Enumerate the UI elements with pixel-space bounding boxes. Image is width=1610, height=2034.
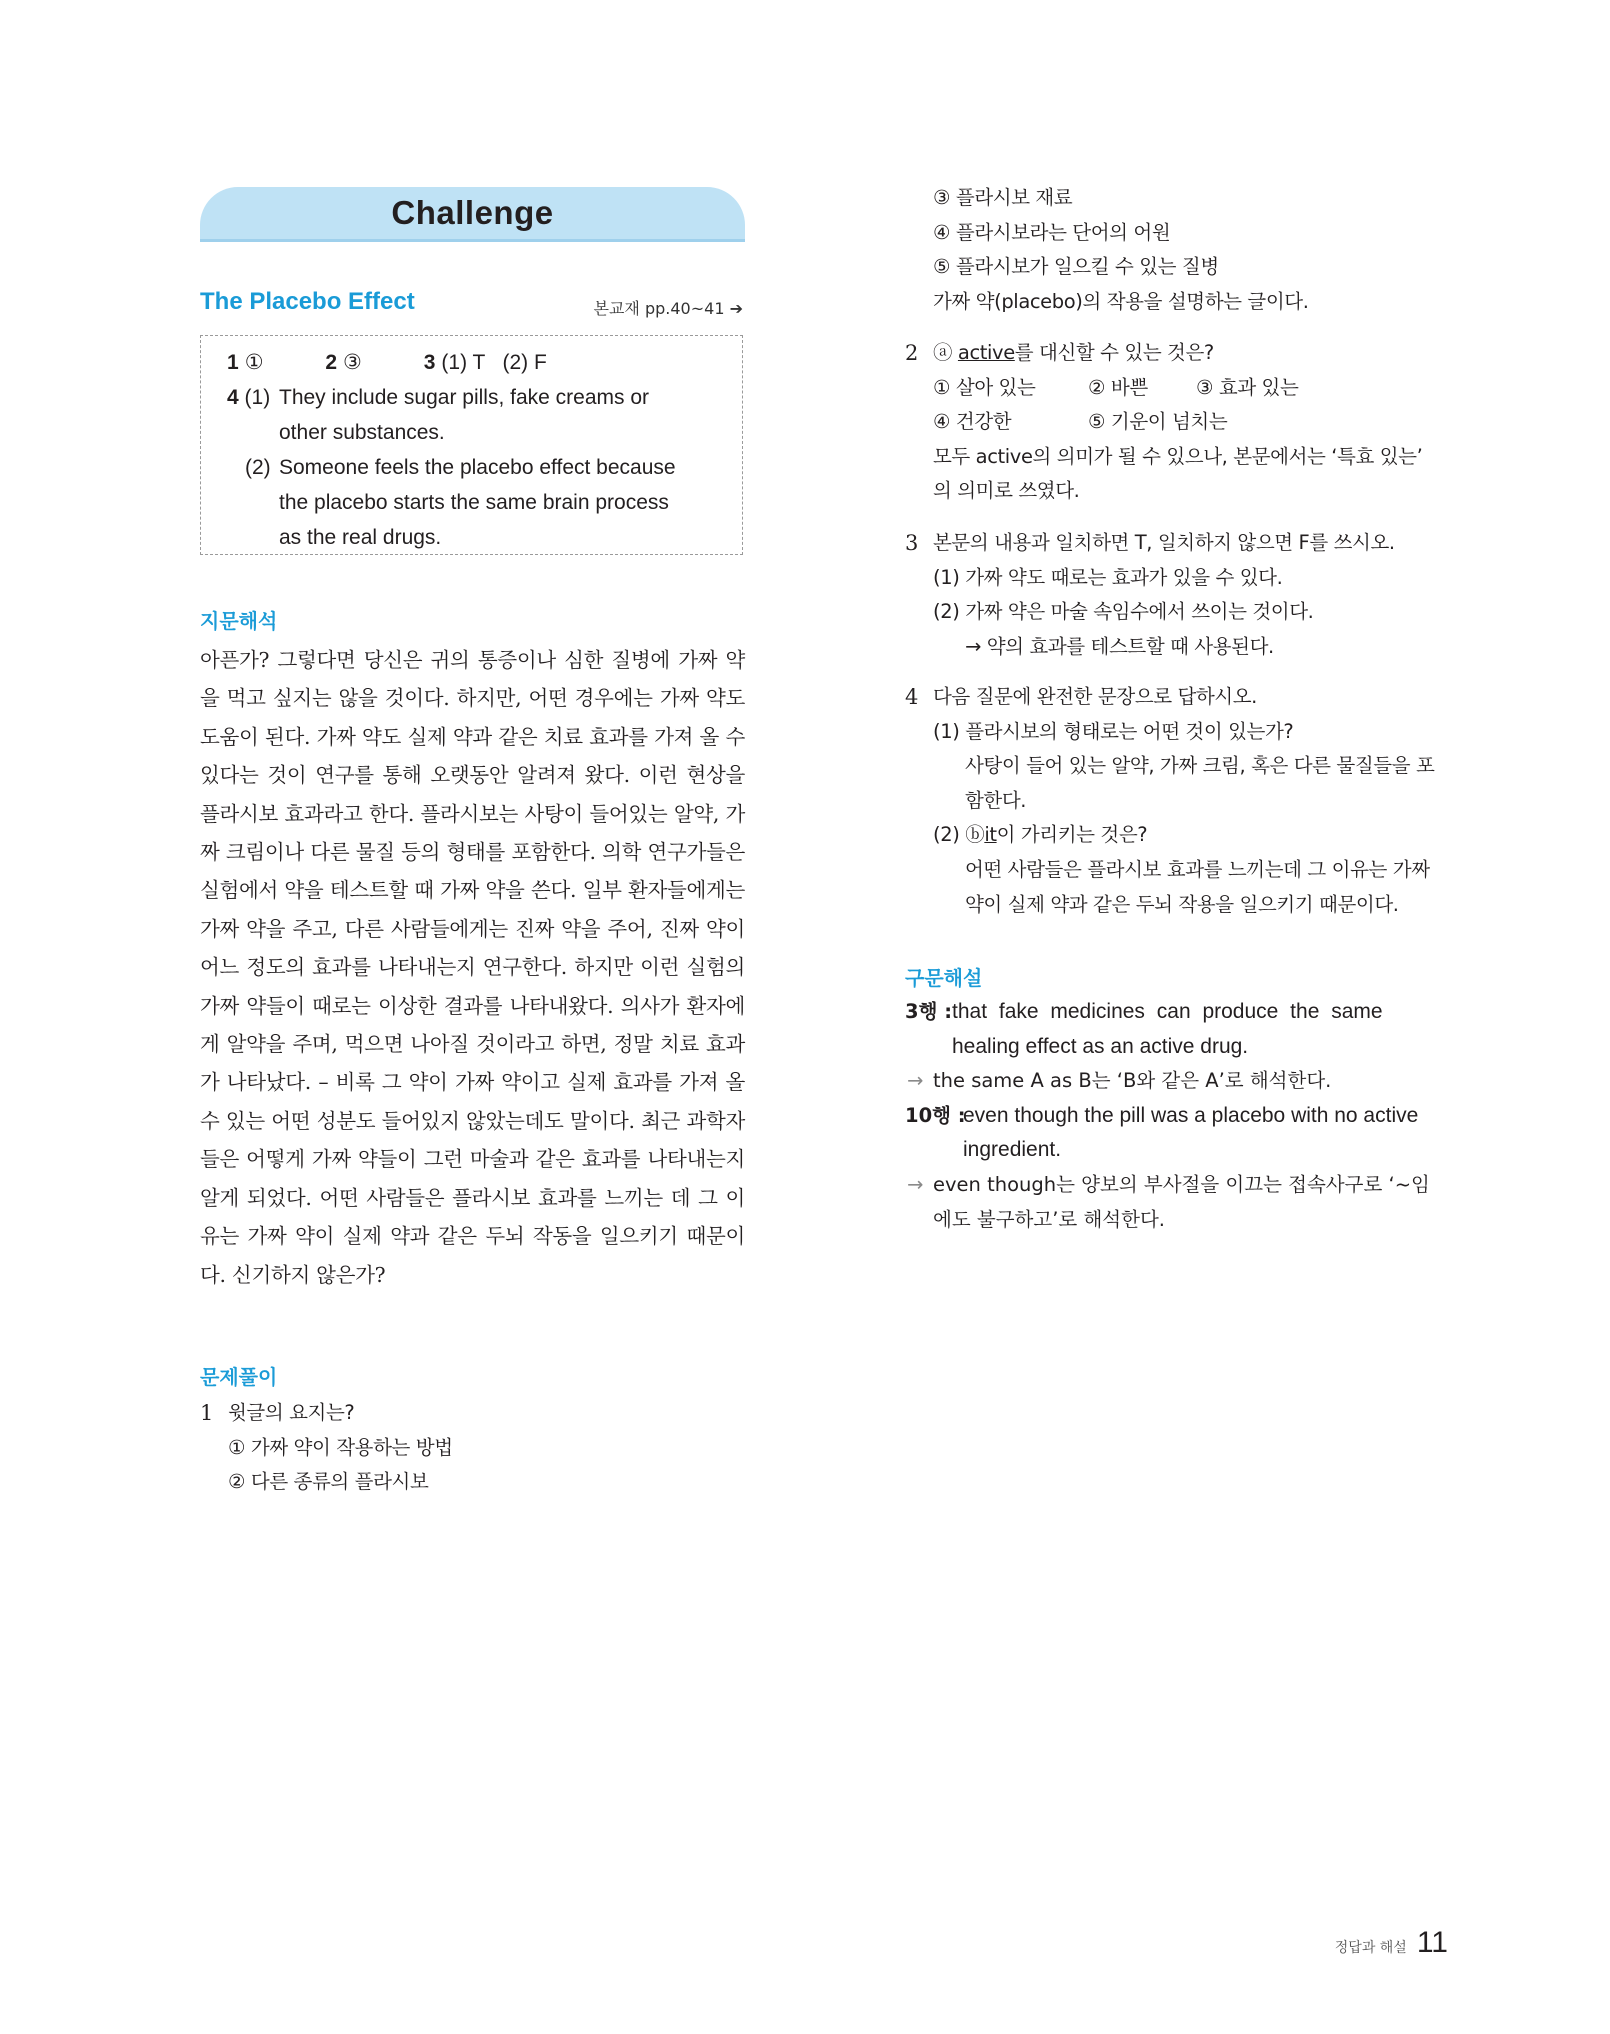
question-4-text: 다음 질문에 완전한 문장으로 답하시오. — [933, 685, 1257, 708]
banner-title: Challenge — [391, 194, 554, 231]
syntax-line-10-label: 10행 : — [905, 1103, 966, 1127]
question-2-mark: ⓐ — [933, 341, 953, 364]
question-4 — [905, 680, 1450, 922]
answer-2-value: ③ — [343, 351, 362, 374]
question-2-explanation-line-1: 모두 active의 의미가 될 수 있으나, 본문에서는 ‘특효 있는’ — [933, 444, 1423, 468]
page-number: 11 — [1416, 1926, 1448, 1959]
question-1-option-1: ① 가짜 약이 작용하는 방법 — [228, 1435, 453, 1459]
answer-4-2-line-2: the placebo starts the same brain process — [279, 491, 669, 514]
question-2-number: 2 — [905, 341, 918, 365]
question-1-explanation: 가짜 약(placebo)의 작용을 설명하는 글이다. — [933, 289, 1309, 313]
answer-4-1-line-2: other substances. — [279, 421, 445, 444]
syntax-line-3-note — [905, 1064, 1450, 1099]
answer-3-value: (1) T (2) F — [441, 351, 547, 374]
problems-heading: 문제풀이 — [200, 1365, 278, 1389]
syntax-line-3-note-text: the same A as B는 ‘B와 같은 A’로 해석한다. — [933, 1069, 1332, 1093]
question-3-item-2: (2) 가짜 약은 마술 속임수에서 쓰이는 것이다. — [933, 600, 1314, 624]
question-1-option-2: ② 다른 종류의 플라시보 — [228, 1470, 429, 1494]
question-2 — [905, 336, 1450, 509]
question-2-option-2: ② 바쁜 — [1088, 375, 1148, 399]
question-2-suffix: 를 대신할 수 있는 것은? — [1014, 341, 1214, 364]
question-1-option-3: ③ 플라시보 재료 — [933, 186, 1073, 209]
answers-line-1 — [227, 345, 547, 380]
syntax-line-10-note-text-1: even though는 양보의 부사절을 이끄는 접속사구로 ‘~임 — [933, 1172, 1430, 1196]
answer-4-num-text: 4 — [227, 386, 239, 409]
syntax-line-10-note-text-2: 에도 불구하고’로 해석한다. — [933, 1207, 1166, 1231]
footer-label: 정답과 해설 — [1334, 1940, 1407, 1956]
question-2-options-row-1 — [905, 371, 1450, 406]
answer-4-2-label: (2) — [245, 456, 271, 479]
question-4-item-2-prefix: (2) ⓑ — [933, 823, 985, 847]
syntax-line-3 — [905, 995, 1450, 1064]
arrow-icon: → — [907, 1069, 924, 1093]
syntax-line-3-label: 3행 : — [905, 1000, 952, 1023]
question-1-text: 윗글의 요지는? — [228, 1401, 355, 1424]
answer-3-number: 3 — [423, 351, 436, 374]
question-1-continued — [905, 181, 1450, 319]
translation-text: 아픈가? 그렇다면 당신은 귀의 통증이나 심한 질병에 가짜 약을 먹고 싶지는 않을 것이다. 하지만, 어떤 경우에는 가짜 약도 도움이 된다. 가짜 약도 실제 약과 같은 치료 효과를 가져 올 수 있다는 것이 연구를 통해 오랫동안 알려져 왔다. 이런 현상을 플라시보 효과라고 한다. 플라시보는 사탕이 들어있는 알약, 가짜 크림이나 다른 물질 등의 형태를 포함한다. 의학 연구가들은 실험에서 약을 테스트할 때 가짜 약을 쓴다. 일부 환자들에게는 가짜 약을 주고, 다른 사람들에게는 진짜 약을 주어, 진짜 약이 어느 정도의 효과를 나타내는지 연구한다. 하지만 이런 실험의 가짜 약들이 때로는 이상한 결과를 나타내왔다. 의사가 환자에게 알약을 주며, 먹으면 나아질 것이라고 하면, 정말 치료 효과가 나타났다. – 비록 그 약이 가짜 약이고 실제 효과를 가져 올 수 있는 어떤 성분도 들어있지 않았는데도 말이다. 최근 과학자들은 어떻게 가짜 약들이 그런 마술과 같은 효과를 나타내는지 알게 되었다. 어떤 사람들은 플라시보 효과를 느끼는 데 그 이유는 가짜 약이 실제 약과 같은 두뇌 작동을 일으키기 때문이다. 신기하지 않은가? — [200, 648, 745, 1287]
answer-4-number — [227, 380, 270, 415]
translation-heading: 지문해석 — [200, 609, 278, 633]
question-4-item-2-answer-line-2: 약이 실제 약과 같은 두뇌 작용을 일으키기 때문이다. — [965, 892, 1399, 916]
question-4-item-2-word: it — [984, 823, 997, 847]
answer-box — [200, 335, 743, 555]
textbook-reference: 본교재 pp.40~41 ➔ — [593, 299, 743, 318]
arrow-icon: → — [907, 1172, 924, 1196]
question-3 — [905, 526, 1450, 664]
question-2-option-3: ③ 효과 있는 — [1196, 375, 1299, 399]
answer-4 — [227, 380, 727, 555]
syntax-line-10 — [905, 1099, 1450, 1168]
question-1-option-4: ④ 플라시보라는 단어의 어원 — [933, 220, 1171, 244]
question-3-number: 3 — [905, 531, 918, 555]
answer-4-1-line-1: They include sugar pills, fake creams or — [279, 386, 649, 409]
question-4-number: 4 — [905, 685, 918, 709]
answer-4-1-label: (1) — [244, 386, 271, 409]
question-3-item-1: (1) 가짜 약도 때로는 효과가 있을 수 있다. — [933, 565, 1283, 589]
syntax-line-3-text-1: that fake medicines can produce the same — [952, 1000, 1383, 1023]
question-4-item-1: (1) 플라시보의 형태로는 어떤 것이 있는가? — [933, 719, 1294, 743]
question-4-item-1-answer-line-2: 함한다. — [965, 788, 1027, 812]
question-4-item-2 — [905, 818, 1450, 853]
syntax-line-3-text-2: healing effect as an active drug. — [952, 1034, 1249, 1058]
answer-4-2-line-3: as the real drugs. — [279, 526, 442, 549]
question-1 — [200, 1396, 745, 1500]
page-footer — [1335, 1926, 1448, 1960]
question-2-option-1: ① 살아 있는 — [933, 375, 1036, 399]
question-4-item-1-answer-line-1: 사탕이 들어 있는 알약, 가짜 크림, 혹은 다른 물질들을 포 — [965, 754, 1435, 778]
question-2-options-row-2 — [905, 405, 1450, 440]
article-title: The Placebo Effect — [200, 288, 415, 315]
question-4-item-2-suffix: 이 가리키는 것은? — [996, 823, 1148, 847]
answer-4-2-line-1: Someone feels the placebo effect because — [279, 456, 676, 479]
syntax-line-10-text-1: even though the pill was a placebo with no active — [963, 1103, 1419, 1127]
question-2-word: active — [957, 341, 1015, 364]
challenge-banner — [200, 187, 745, 242]
answer-2-number: 2 — [325, 351, 338, 374]
syntax-section — [905, 995, 1450, 1237]
question-3-correction: → 약의 효과를 테스트할 때 사용된다. — [965, 634, 1274, 658]
article-header — [200, 288, 745, 324]
question-2-text — [905, 336, 1450, 371]
syntax-heading: 구문해설 — [905, 966, 983, 990]
syntax-line-10-note — [905, 1168, 1450, 1237]
question-2-option-5: ⑤ 기운이 넘치는 — [1088, 410, 1228, 434]
question-4-item-2-answer-line-1: 어떤 사람들은 플라시보 효과를 느끼는데 그 이유는 가짜 — [965, 857, 1430, 881]
syntax-line-10-text-2: ingredient. — [963, 1138, 1062, 1162]
question-2-option-4: ④ 건강한 — [933, 410, 1012, 434]
answer-1-value: ① — [244, 351, 264, 374]
question-3-text: 본문의 내용과 일치하면 T, 일치하지 않으면 F를 쓰시오. — [933, 531, 1395, 554]
answer-1-number: 1 — [227, 351, 239, 374]
question-2-explanation-line-2: 의 의미로 쓰였다. — [933, 479, 1080, 503]
question-1-option-5: ⑤ 플라시보가 일으킬 수 있는 질병 — [933, 255, 1219, 279]
question-1-number: 1 — [200, 1401, 213, 1425]
